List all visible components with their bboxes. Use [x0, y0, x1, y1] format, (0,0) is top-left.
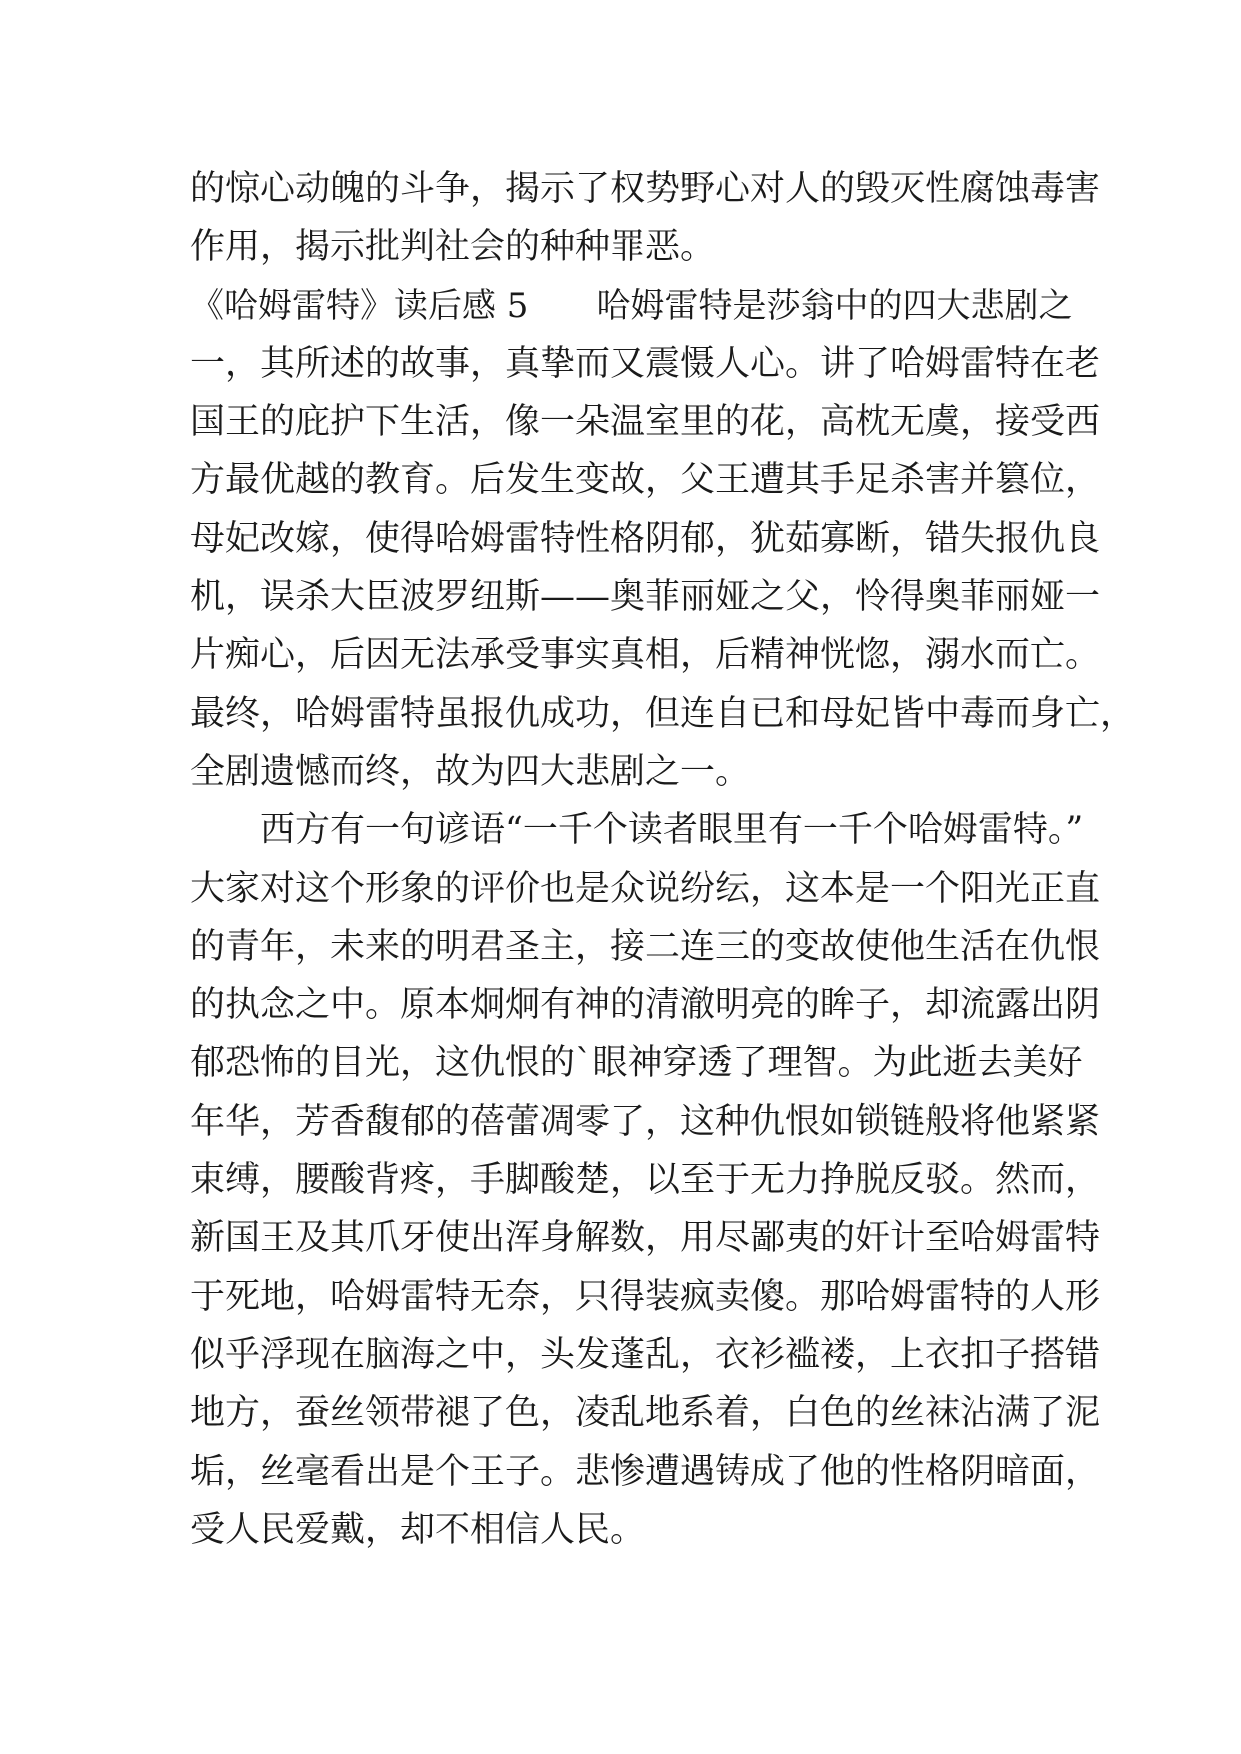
text-line: 作用，揭示批判社会的种种罪恶。 — [190, 227, 716, 268]
text-line: 母妃改嫁，使得哈姆雷特性格阴郁，犹茹寡断，错失报仇良 — [190, 518, 1101, 559]
paragraph-start-line: 西方有一句谚语“一千个读者眼里有一千个哈姆雷特。” — [190, 810, 1084, 851]
text-line: 新国王及其爪牙使出浑身解数，用尽鄙夷的奸计至哈姆雷特 — [190, 1218, 1101, 1259]
text-line: 机，误杀大臣波罗纽斯——奥菲丽娅之父，怜得奥菲丽娅一 — [190, 577, 1101, 618]
section-heading-line: 《哈姆雷特》读后感 5 哈姆雷特是莎翁中的四大悲剧之 — [190, 285, 1073, 326]
text-line: 国王的庇护下生活，像一朵温室里的花，高枕无虞，接受西 — [190, 402, 1101, 443]
text-line: 垢，丝毫看出是个王子。悲惨遭遇铸成了他的性格阴暗面， — [190, 1451, 1101, 1492]
text-line: 全剧遗憾而终，故为四大悲剧之一。 — [190, 751, 751, 792]
essay-body — [190, 160, 1136, 1559]
text-line: 的青年，未来的明君圣主，接二连三的变故使他生活在仇恨 — [190, 926, 1101, 967]
text-line: 的惊心动魄的斗争，揭示了权势野心对人的毁灭性腐蚀毒害 — [190, 169, 1101, 209]
text-line: 郁恐怖的目光，这仇恨的`眼神穿透了理智。为此逝去美好 — [190, 1043, 1083, 1084]
text-line: 于死地，哈姆雷特无奈，只得装疯卖傻。那哈姆雷特的人形 — [190, 1276, 1101, 1317]
text-line: 一，其所述的故事，真挚而又震慑人心。讲了哈姆雷特在老 — [190, 343, 1101, 384]
text-line: 片痴心，后因无法承受事实真相，后精神恍惚，溺水而亡。 — [190, 635, 1101, 676]
text-line: 束缚，腰酸背疼，手脚酸楚，以至于无力挣脱反驳。然而， — [190, 1160, 1101, 1201]
text-line: 似乎浮现在脑海之中，头发蓬乱，衣衫褴褛，上衣扣子搭错 — [190, 1334, 1101, 1375]
text-line: 大家对这个形象的评价也是众说纷纭，这本是一个阳光正直 — [190, 868, 1101, 909]
text-line: 最终，哈姆雷特虽报仇成功，但连自已和母妃皆中毒而身亡， — [190, 693, 1136, 734]
text-line: 的执念之中。原本炯炯有神的清澈明亮的眸子，却流露出阴 — [190, 985, 1101, 1026]
text-line: 年华，芳香馥郁的蓓蕾凋零了，这种仇恨如锁链般将他紧紧 — [190, 1101, 1101, 1142]
text-line: 地方，蚕丝领带褪了色，凌乱地系着，白色的丝袜沾满了泥 — [190, 1393, 1101, 1434]
text-line: 方最优越的教育。后发生变故，父王遭其手足杀害并篡位， — [190, 460, 1101, 501]
text-line: 受人民爱戴，却不相信人民。 — [190, 1509, 646, 1550]
